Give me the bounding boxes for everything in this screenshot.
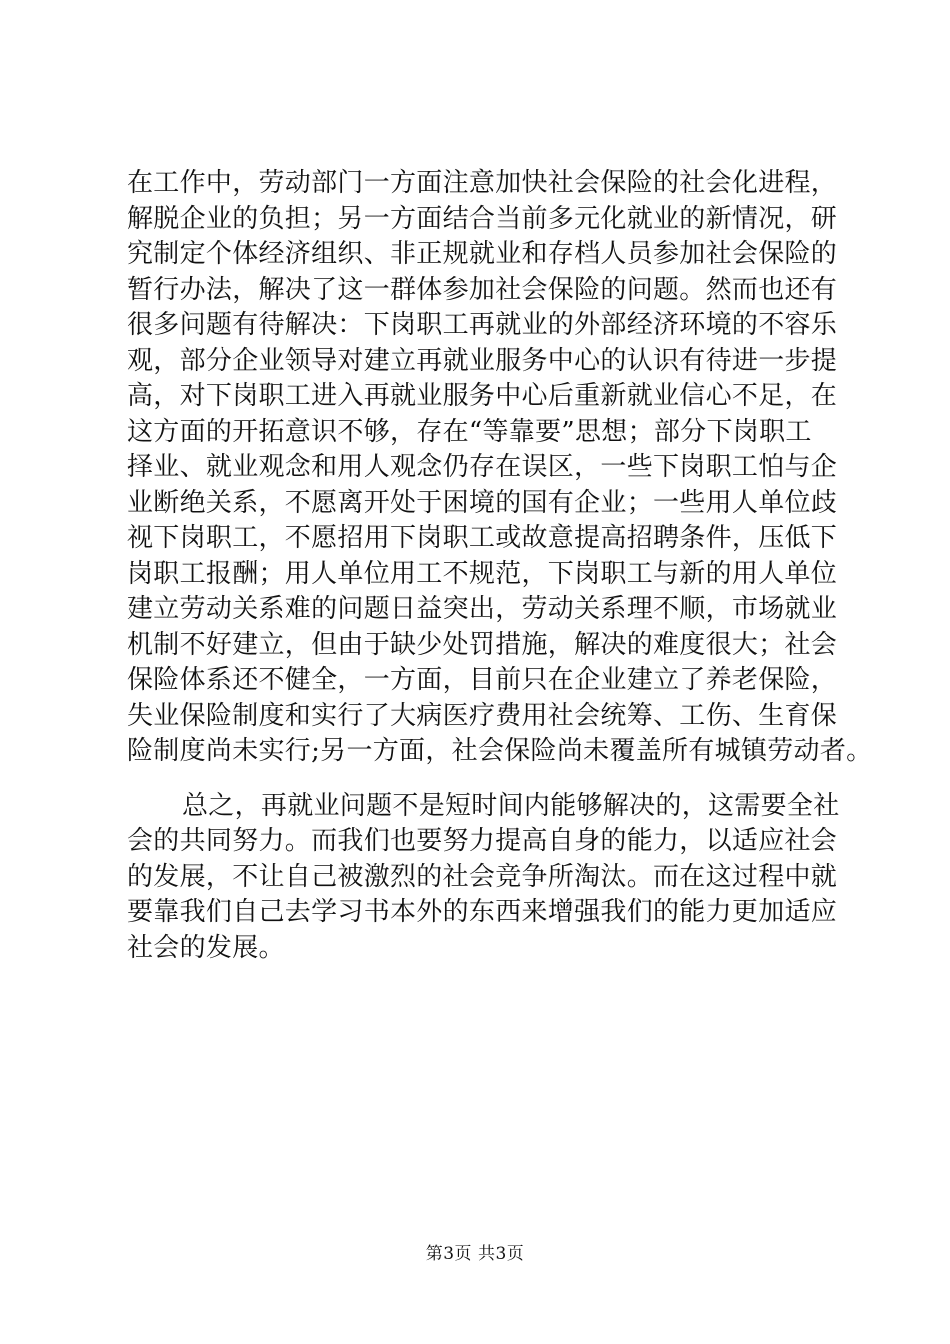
text-line: 建立劳动关系难的问题日益突出，劳动关系理不顺，市场就业	[127, 594, 838, 624]
text-line: 择业、就业观念和用人观念仍存在误区，一些下岗职工怕与企	[127, 452, 838, 482]
text-line: 要靠我们自己去学习书本外的东西来增强我们的能力更加适应	[127, 897, 838, 927]
text-line: 机制不好建立，但由于缺少处罚措施，解决的难度很大；社会	[127, 629, 838, 660]
page-number-label: 第3页 共3页	[425, 1244, 525, 1264]
text-line: 高，对下岗职工进入再就业服务中心后重新就业信心不足，在	[127, 381, 838, 411]
text-line: 在工作中，劳动部门一方面注意加快社会保险的社会化进程，	[127, 168, 838, 198]
text-line: 观，部分企业领导对建立再就业服务中心的认识有待进一步提	[127, 345, 838, 376]
text-line: 解脱企业的负担；另一方面结合当前多元化就业的新情况，研	[127, 203, 838, 234]
text-line: 社会的发展。	[127, 932, 285, 963]
text-line: 会的共同努力。而我们也要努力提高自身的能力，以适应社会	[127, 826, 838, 856]
text-line: 险制度尚未实行;另一方面，社会保险尚未覆盖所有城镇劳动者。	[127, 736, 873, 766]
text-line: 业断绝关系，不愿离开处于困境的国有企业；一些用人单位歧	[127, 487, 838, 518]
text-line: 暂行办法，解决了这一群体参加社会保险的问题。然而也还有	[127, 274, 838, 305]
paragraph-2	[127, 789, 857, 967]
paragraph-spacer	[127, 770, 857, 789]
text-line: 很多问题有待解决：下岗职工再就业的外部经济环境的不容乐	[127, 310, 838, 340]
text-line: 保险体系还不健全，一方面，目前只在企业建立了养老保险，	[127, 665, 838, 695]
text-line: 这方面的开拓意识不够，存在“等靠要”思想；部分下岗职工	[127, 416, 812, 447]
text-line: 失业保险制度和实行了大病医疗费用社会统筹、工伤、生育保	[127, 700, 838, 731]
text-line: 总之，再就业问题不是短时间内能够解决的，这需要全社	[182, 790, 840, 821]
document-body	[127, 166, 873, 966]
page-footer	[0, 1244, 950, 1264]
text-line: 究制定个体经济组织、非正规就业和存档人员参加社会保险的	[127, 239, 838, 269]
text-line: 岗职工报酬；用人单位用工不规范，下岗职工与新的用人单位	[127, 558, 838, 589]
text-line: 视下岗职工，不愿招用下岗职工或故意提高招聘条件，压低下	[127, 523, 838, 553]
paragraph-1	[127, 166, 873, 770]
text-line: 的发展，不让自己被激烈的社会竞争所淘汰。而在这过程中就	[127, 861, 838, 892]
